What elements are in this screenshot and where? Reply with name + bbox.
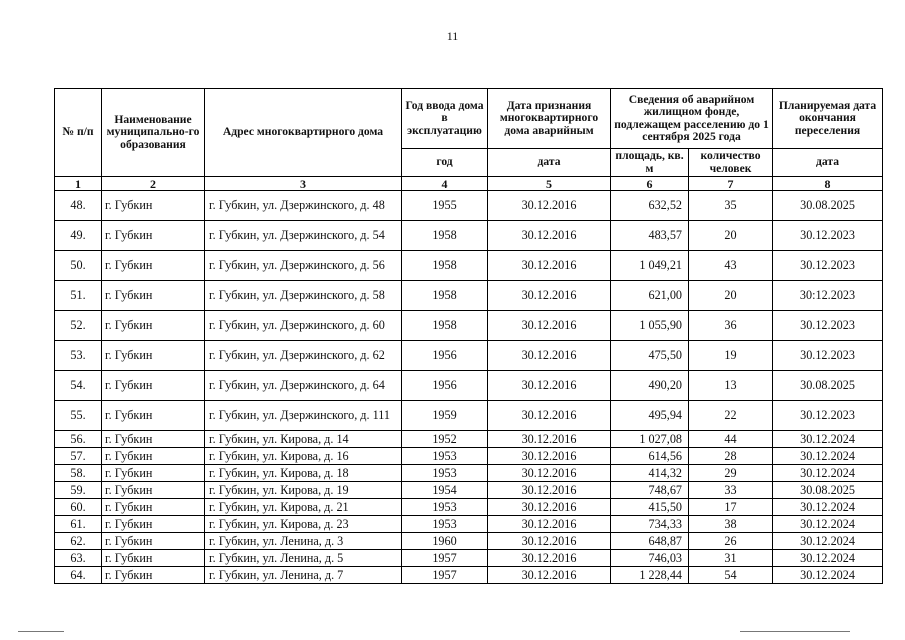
date-cell: 30.12.2016 (488, 251, 611, 281)
area-cell: 1 049,21 (611, 251, 689, 281)
municipality-cell: г. Губкин (102, 516, 205, 533)
table-row (55, 431, 883, 448)
year-cell: 1960 (402, 533, 488, 550)
year-cell: 1959 (402, 401, 488, 431)
address-cell: г. Губкин, ул. Ленина, д. 7 (205, 567, 402, 584)
date-cell: 30.12.2016 (488, 431, 611, 448)
date-cell: 30.12.2016 (488, 550, 611, 567)
row-number: 59. (55, 482, 102, 499)
address-cell: г. Губкин, ул. Дзержинского, д. 64 (205, 371, 402, 401)
table-row (55, 401, 883, 431)
people-cell: 33 (689, 482, 773, 499)
footer-line-right (740, 631, 850, 632)
municipality-cell: г. Губкин (102, 251, 205, 281)
address-cell: г. Губкин, ул. Кирова, д. 16 (205, 448, 402, 465)
row-number: 55. (55, 401, 102, 431)
table-row (55, 465, 883, 482)
planned-date-cell: 30.12.2023 (773, 311, 883, 341)
housing-table (54, 88, 883, 584)
table-row (55, 482, 883, 499)
year-cell: 1953 (402, 499, 488, 516)
year-cell: 1953 (402, 465, 488, 482)
header-year-in: Год ввода дома в эксплуатацию (402, 89, 488, 149)
planned-date-cell: 30.08.2025 (773, 191, 883, 221)
year-cell: 1956 (402, 371, 488, 401)
table-row (55, 371, 883, 401)
row-number: 49. (55, 221, 102, 251)
people-cell: 13 (689, 371, 773, 401)
row-number: 61. (55, 516, 102, 533)
page-number: 11 (446, 29, 459, 43)
row-number: 58. (55, 465, 102, 482)
people-cell: 44 (689, 431, 773, 448)
year-cell: 1957 (402, 567, 488, 584)
planned-date-cell: 30.12.2024 (773, 533, 883, 550)
row-number: 54. (55, 371, 102, 401)
column-number: 7 (689, 177, 773, 191)
column-number: 1 (55, 177, 102, 191)
address-cell: г. Губкин, ул. Дзержинского, д. 56 (205, 251, 402, 281)
planned-date-cell: 30.12.2024 (773, 499, 883, 516)
planned-date-cell: 30.08.2025 (773, 371, 883, 401)
planned-date-cell: 30.12.2023 (773, 401, 883, 431)
planned-date-cell: 30.08.2025 (773, 482, 883, 499)
municipality-cell: г. Губкин (102, 550, 205, 567)
people-cell: 17 (689, 499, 773, 516)
date-cell: 30.12.2016 (488, 482, 611, 499)
area-cell: 490,20 (611, 371, 689, 401)
year-cell: 1953 (402, 448, 488, 465)
row-number: 50. (55, 251, 102, 281)
table-row (55, 567, 883, 584)
date-cell: 30.12.2016 (488, 448, 611, 465)
row-number: 64. (55, 567, 102, 584)
date-cell: 30.12.2016 (488, 341, 611, 371)
people-cell: 28 (689, 448, 773, 465)
year-cell: 1954 (402, 482, 488, 499)
column-number: 8 (773, 177, 883, 191)
area-cell: 746,03 (611, 550, 689, 567)
address-cell: г. Губкин, ул. Кирова, д. 23 (205, 516, 402, 533)
year-cell: 1956 (402, 341, 488, 371)
table-row (55, 191, 883, 221)
area-cell: 648,87 (611, 533, 689, 550)
municipality-cell: г. Губкин (102, 191, 205, 221)
municipality-cell: г. Губкин (102, 533, 205, 550)
area-cell: 483,57 (611, 221, 689, 251)
table-row (55, 311, 883, 341)
planned-date-cell: 30.12.2024 (773, 448, 883, 465)
row-number: 57. (55, 448, 102, 465)
people-cell: 29 (689, 465, 773, 482)
footer-line-left (18, 631, 64, 632)
address-cell: г. Губкин, ул. Кирова, д. 19 (205, 482, 402, 499)
municipality-cell: г. Губкин (102, 371, 205, 401)
date-cell: 30.12.2016 (488, 311, 611, 341)
column-number: 5 (488, 177, 611, 191)
people-cell: 26 (689, 533, 773, 550)
date-cell: 30.12.2016 (488, 533, 611, 550)
table-row (55, 448, 883, 465)
subheader-year: год (402, 149, 488, 177)
area-cell: 414,32 (611, 465, 689, 482)
municipality-cell: г. Губкин (102, 567, 205, 584)
date-cell: 30.12.2016 (488, 567, 611, 584)
address-cell: г. Губкин, ул. Дзержинского, д. 111 (205, 401, 402, 431)
table-row (55, 516, 883, 533)
year-cell: 1953 (402, 516, 488, 533)
header-date-emergency: Дата признания многоквартирного дома аварийным (488, 89, 611, 149)
municipality-cell: г. Губкин (102, 499, 205, 516)
area-cell: 415,50 (611, 499, 689, 516)
area-cell: 1 228,44 (611, 567, 689, 584)
year-cell: 1958 (402, 221, 488, 251)
address-cell: г. Губкин, ул. Ленина, д. 3 (205, 533, 402, 550)
column-number: 4 (402, 177, 488, 191)
people-cell: 19 (689, 341, 773, 371)
year-cell: 1958 (402, 251, 488, 281)
people-cell: 31 (689, 550, 773, 567)
row-number: 51. (55, 281, 102, 311)
planned-date-cell: 30.12.2023 (773, 341, 883, 371)
row-number: 56. (55, 431, 102, 448)
header-num: № п/п (55, 89, 102, 177)
area-cell: 734,33 (611, 516, 689, 533)
address-cell: г. Губкин, ул. Дзержинского, д. 54 (205, 221, 402, 251)
planned-date-cell: 30.12.2024 (773, 465, 883, 482)
municipality-cell: г. Губкин (102, 465, 205, 482)
people-cell: 36 (689, 311, 773, 341)
table-row (55, 221, 883, 251)
date-cell: 30.12.2016 (488, 191, 611, 221)
row-number: 62. (55, 533, 102, 550)
row-number: 52. (55, 311, 102, 341)
subheader-date: дата (488, 149, 611, 177)
year-cell: 1955 (402, 191, 488, 221)
people-cell: 54 (689, 567, 773, 584)
year-cell: 1958 (402, 281, 488, 311)
planned-date-cell: 30:12.2023 (773, 281, 883, 311)
header-address: Адрес многоквартирного дома (205, 89, 402, 177)
area-cell: 614,56 (611, 448, 689, 465)
planned-date-cell: 30.12.2023 (773, 251, 883, 281)
people-cell: 20 (689, 221, 773, 251)
area-cell: 495,94 (611, 401, 689, 431)
date-cell: 30.12.2016 (488, 499, 611, 516)
people-cell: 20 (689, 281, 773, 311)
area-cell: 475,50 (611, 341, 689, 371)
table-row (55, 533, 883, 550)
municipality-cell: г. Губкин (102, 311, 205, 341)
people-cell: 43 (689, 251, 773, 281)
header-planned-date: Планируемая дата окончания переселения (773, 89, 883, 149)
table-row (55, 251, 883, 281)
year-cell: 1952 (402, 431, 488, 448)
municipality-cell: г. Губкин (102, 281, 205, 311)
address-cell: г. Губкин, ул. Дзержинского, д. 58 (205, 281, 402, 311)
area-cell: 748,67 (611, 482, 689, 499)
planned-date-cell: 30.12.2024 (773, 516, 883, 533)
subheader-area: площадь, кв. м (611, 149, 689, 177)
area-cell: 1 027,08 (611, 431, 689, 448)
area-cell: 632,52 (611, 191, 689, 221)
table-body (55, 191, 883, 584)
address-cell: г. Губкин, ул. Дзержинского, д. 48 (205, 191, 402, 221)
municipality-cell: г. Губкин (102, 482, 205, 499)
row-number: 60. (55, 499, 102, 516)
subheader-people: количество человек (689, 149, 773, 177)
column-number: 6 (611, 177, 689, 191)
address-cell: г. Губкин, ул. Кирова, д. 21 (205, 499, 402, 516)
municipality-cell: г. Губкин (102, 221, 205, 251)
table-header (55, 89, 883, 191)
date-cell: 30.12.2016 (488, 371, 611, 401)
address-cell: г. Губкин, ул. Ленина, д. 5 (205, 550, 402, 567)
table-row (55, 341, 883, 371)
column-number: 3 (205, 177, 402, 191)
table-row (55, 281, 883, 311)
year-cell: 1957 (402, 550, 488, 567)
address-cell: г. Губкин, ул. Дзержинского, д. 60 (205, 311, 402, 341)
row-number: 63. (55, 550, 102, 567)
area-cell: 1 055,90 (611, 311, 689, 341)
planned-date-cell: 30.12.2023 (773, 221, 883, 251)
people-cell: 22 (689, 401, 773, 431)
table-row (55, 550, 883, 567)
address-cell: г. Губкин, ул. Кирова, д. 14 (205, 431, 402, 448)
header-municipality: Наименование муниципально-го образования (102, 89, 205, 177)
table-row (55, 499, 883, 516)
planned-date-cell: 30.12.2024 (773, 567, 883, 584)
people-cell: 35 (689, 191, 773, 221)
header-emergency-info: Сведения об аварийном жилищном фонде, подлежащем расселению до 1 сентября 2025 года (611, 89, 773, 149)
row-number: 53. (55, 341, 102, 371)
date-cell: 30.12.2016 (488, 221, 611, 251)
area-cell: 621,00 (611, 281, 689, 311)
date-cell: 30.12.2016 (488, 516, 611, 533)
people-cell: 38 (689, 516, 773, 533)
municipality-cell: г. Губкин (102, 448, 205, 465)
row-number: 48. (55, 191, 102, 221)
date-cell: 30.12.2016 (488, 281, 611, 311)
municipality-cell: г. Губкин (102, 431, 205, 448)
address-cell: г. Губкин, ул. Кирова, д. 18 (205, 465, 402, 482)
planned-date-cell: 30.12.2024 (773, 550, 883, 567)
planned-date-cell: 30.12.2024 (773, 431, 883, 448)
column-number: 2 (102, 177, 205, 191)
address-cell: г. Губкин, ул. Дзержинского, д. 62 (205, 341, 402, 371)
date-cell: 30.12.2016 (488, 465, 611, 482)
municipality-cell: г. Губкин (102, 341, 205, 371)
date-cell: 30.12.2016 (488, 401, 611, 431)
municipality-cell: г. Губкин (102, 401, 205, 431)
year-cell: 1958 (402, 311, 488, 341)
subheader-date2: дата (773, 149, 883, 177)
